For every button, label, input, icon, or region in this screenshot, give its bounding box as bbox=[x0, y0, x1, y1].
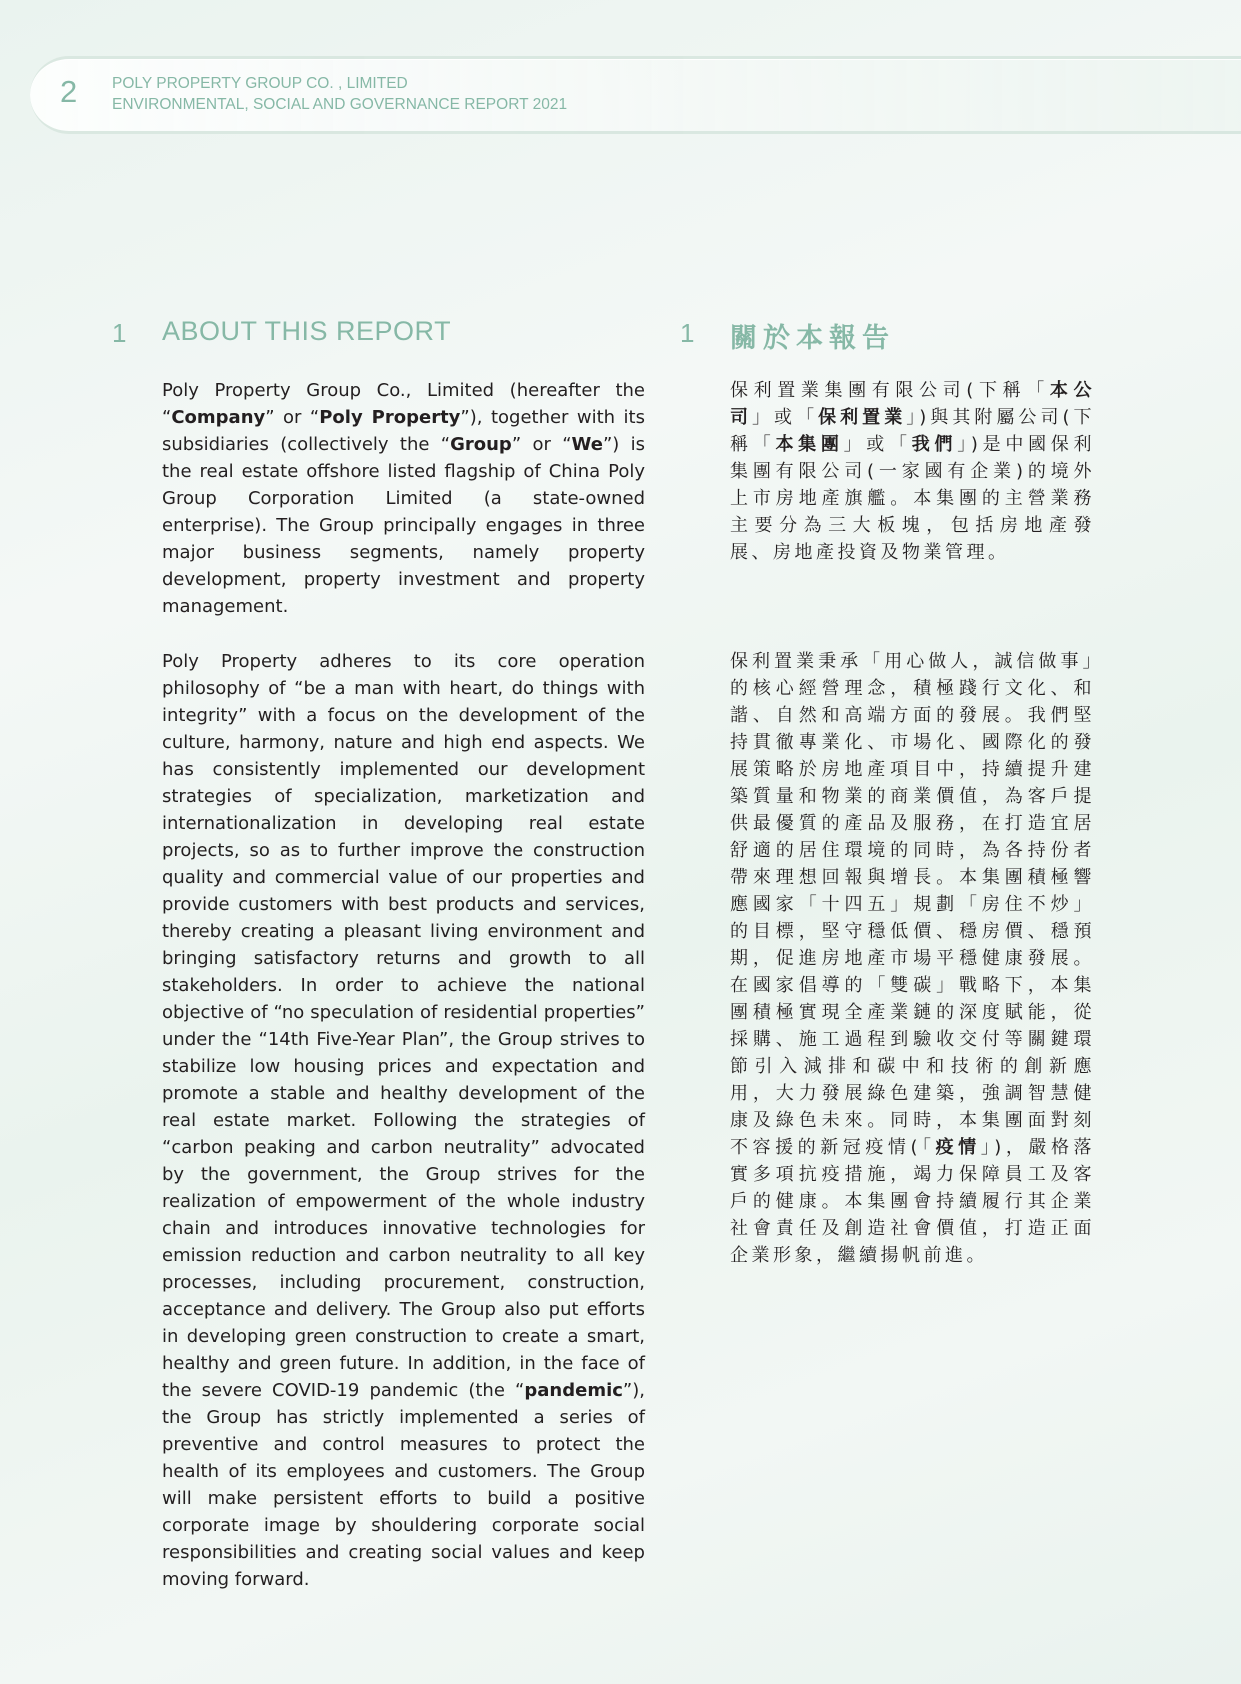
en-paragraph-2: Poly Property adheres to its core operation philosophy of “be a man with heart, do things with integrity” with a focus on the development of the culture, harmony, nature and high end aspects. We has consistently implemented our development strategies of specialization, marketization and internationalization in developing real estate projects, so as to further improve the construction quality and commercial value of our properties and provide customers with best products and services, thereby creating a pleasant living environment and bringing satisfactory returns and growth to all stakeholders. In order to achieve the national objective of “no speculation of residential properties” under the “14th Five-Year Plan”, the Group strives to stabilize low housing prices and expectation and promote a stable and healthy development of the real estate market. Following the strategies of “carbon peaking and carbon neutrality” advocated by the government, the Group strives for the realization of empowerment of the whole industry chain and introduces innovative technologies for emission reduction and carbon neutrality to all key processes, including procurement, construction, acceptance and delivery. The Group also put efforts in developing green construction to create a smart, healthy and green future. In addition, in the face of the severe COVID-19 pandemic (the “pandemic”), the Group has strictly implemented a series of preventive and control measures to protect the health of its employees and customers. The Group will make persistent efforts to build a positive corporate image by shouldering corporate social responsibilities and creating social values and keep moving forward. bbox=[162, 651, 645, 1590]
section-number-zh: 1 bbox=[680, 318, 695, 348]
page-number: 2 bbox=[60, 74, 78, 109]
header-report-title: ENVIRONMENTAL, SOCIAL AND GOVERNANCE REPORT 2021 bbox=[112, 96, 568, 113]
header-company: POLY PROPERTY GROUP CO. , LIMITED bbox=[112, 75, 408, 92]
zh-paragraph-2: 保利置業秉承「用心做人，誠信做事」的核心經營理念，積極踐行文化、和諧、自然和高端方面的發展。我們堅持貫徹專業化、市場化、國際化的發展策略於房地產項目中，持續提升建築質量和物業的商業價值，為客戶提供最優質的產品及服務，在打造宜居舒適的居住環境的同時，為各持份者帶來理想回報與增長。本集團積極響應國家「十四五」規劃「房住不炒」的目標，堅守穩低價、穩房價、穩預期，促進房地產市場平穩健康發展。在國家倡導的「雙碳」戰略下，本集團積極實現全產業鏈的深度賦能，從採購、施工過程到驗收交付等關鍵環節引入減排和碳中和技術的創新應用，大力發展綠色建築，強調智慧健康及綠色未來。同時，本集團面對刻不容援的新冠疫情(「疫情」)，嚴格落實多項抗疫措施，竭力保障員工及客戶的健康。本集團會持續履行其企業社會責任及創造社會價值，打造正面企業形象，繼續揚帆前進。 bbox=[730, 651, 1096, 1266]
zh-paragraph-1: 保利置業集團有限公司(下稱「本公司」或「保利置業」)與其附屬公司(下稱「本集團」或「我們」)是中國保利集團有限公司(一家國有企業)的境外上市房地產旗艦。本集團的主營業務主要分為三大板塊，包括房地產發展、房地產投資及物業管理。 bbox=[730, 380, 1096, 563]
section-title-zh: 關於本報告 bbox=[730, 323, 895, 353]
running-header bbox=[112, 73, 567, 115]
section-number-en: 1 bbox=[112, 318, 127, 348]
section-title-en: ABOUT THIS REPORT bbox=[162, 316, 452, 346]
en-paragraph-1: Poly Property Group Co., Limited (hereafter the “Company” or “Poly Property”), together with its subsidiaries (collectively the “Group” or “We”) is the real estate offshore listed flagship of China Poly Group Corporation Limited (a state-owned enterprise). The Group principally engages in three major business segments, namely property development, property investment and property management. bbox=[162, 380, 646, 617]
